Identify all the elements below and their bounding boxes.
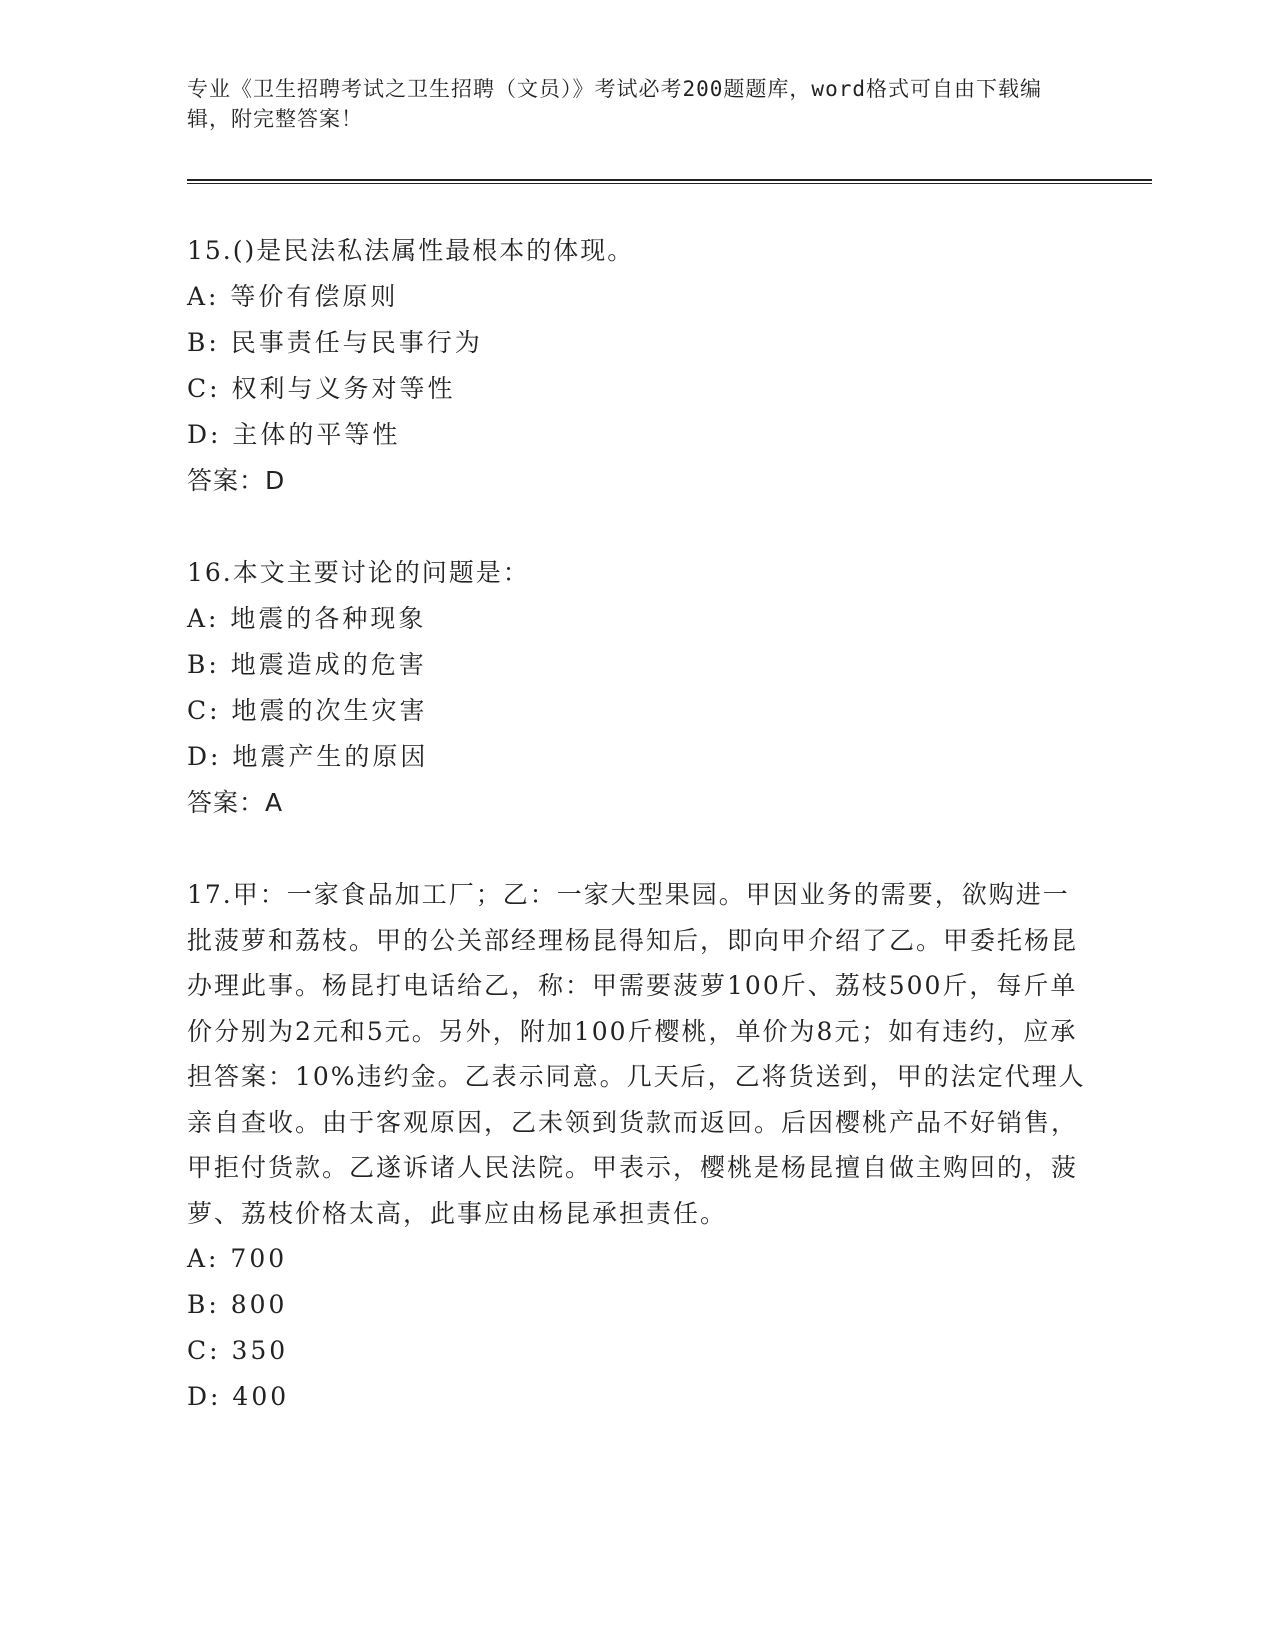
question-stem: 17.甲：一家食品加工厂；乙：一家大型果园。甲因业务的需要，欲购进一批菠萝和荔枝。甲的公关部经理杨昆得知后，即向甲介绍了乙。甲委托杨昆办理此事。杨昆打电话给乙，称：甲需要菠萝100斤、荔枝500斤，每斤单价分别为2元和5元。另外，附加100斤樱桃，单价为8元；如有违约，应承担答案：10%违约金。乙表示同意。几天后，乙将货送到，甲的法定代理人亲自查收。由于客观原因，乙未领到货款而返回。后因樱桃产品不好销售，甲拒付货款。乙遂诉诸人民法院。甲表示，樱桃是杨昆擅自做主购回的，菠萝、荔枝价格太高，此事应由杨昆承担责任。 — [187, 880, 1086, 1228]
question-stem: 15.()是民法私法属性最根本的体现。 — [187, 236, 635, 265]
option-a: A: 等价有偿原则 — [187, 282, 399, 311]
option-d: D: 地震产生的原因 — [187, 742, 429, 771]
option-d: D: 400 — [187, 1382, 290, 1411]
question-list — [187, 228, 1087, 1466]
answer-text: 答案：D — [187, 466, 286, 495]
question-17 — [187, 872, 1087, 1420]
header-divider-thick — [187, 179, 1152, 181]
option-d: D: 主体的平等性 — [187, 420, 401, 449]
option-a: A: 地震的各种现象 — [187, 604, 427, 633]
option-b: B: 民事责任与民事行为 — [187, 328, 483, 357]
question-15 — [187, 228, 1087, 504]
question-16 — [187, 550, 1087, 826]
question-stem: 16.本文主要讨论的问题是： — [187, 558, 530, 587]
document-header-note: 专业《卫生招聘考试之卫生招聘（文员）》考试必考200题题库，word格式可自由下载编辑，附完整答案！ — [187, 77, 1042, 131]
option-c: C: 权利与义务对等性 — [187, 374, 456, 403]
option-c: C: 地震的次生灾害 — [187, 696, 428, 725]
header-divider-thin — [187, 183, 1152, 184]
option-a: A: 700 — [187, 1244, 288, 1273]
option-b: B: 地震造成的危害 — [187, 650, 427, 679]
option-b: B: 800 — [187, 1290, 288, 1319]
answer-text: 答案：A — [187, 788, 284, 817]
option-c: C: 350 — [187, 1336, 289, 1365]
